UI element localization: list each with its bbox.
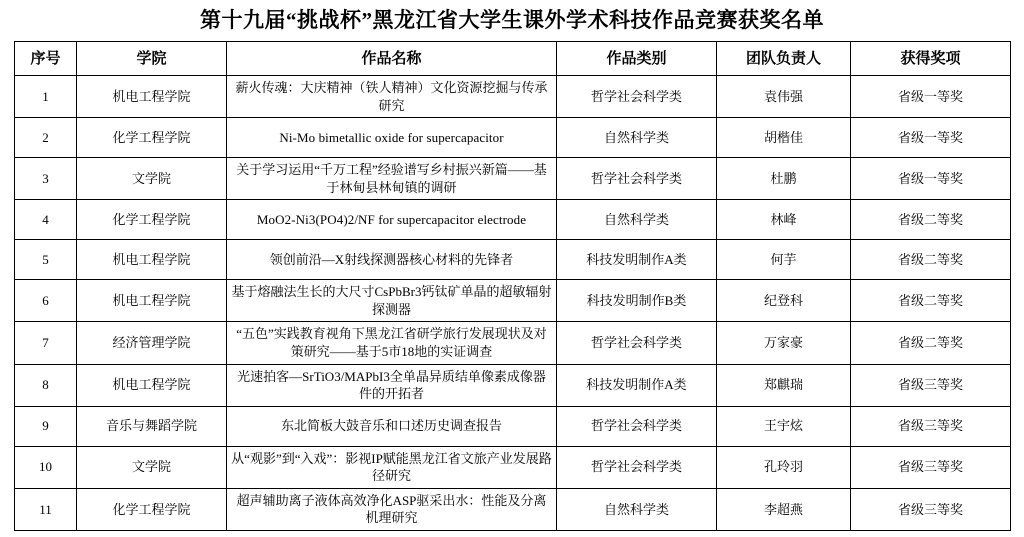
cell-work: 基于熔融法生长的大尺寸CsPbBr3钙钛矿单晶的超敏辐射探测器 (227, 280, 557, 322)
cell-work: 领创前沿—X射线探测器核心材料的先锋者 (227, 240, 557, 280)
column-header-no: 序号 (15, 42, 77, 76)
cell-type: 自然科学类 (557, 118, 717, 158)
cell-type: 哲学社会科学类 (557, 446, 717, 488)
cell-no: 1 (15, 76, 77, 118)
cell-work: 光速拍客—SrTiO3/MAPbI3全单晶异质结单像素成像器件的开拓者 (227, 364, 557, 406)
cell-no: 10 (15, 446, 77, 488)
cell-work: MoO2-Ni3(PO4)2/NF for supercapacitor electrode (227, 200, 557, 240)
cell-award: 省级三等奖 (851, 488, 1011, 530)
table-header (15, 42, 1011, 76)
cell-no: 7 (15, 322, 77, 364)
cell-college: 化学工程学院 (77, 488, 227, 530)
column-header-leader: 团队负责人 (717, 42, 851, 76)
cell-award: 省级二等奖 (851, 280, 1011, 322)
cell-work: Ni-Mo bimetallic oxide for supercapacitor (227, 118, 557, 158)
cell-no: 5 (15, 240, 77, 280)
column-header-award: 获得奖项 (851, 42, 1011, 76)
cell-type: 科技发明制作A类 (557, 364, 717, 406)
cell-college: 机电工程学院 (77, 76, 227, 118)
cell-leader: 林峰 (717, 200, 851, 240)
cell-award: 省级一等奖 (851, 118, 1011, 158)
cell-award: 省级三等奖 (851, 364, 1011, 406)
table-row (15, 118, 1011, 158)
cell-type: 科技发明制作A类 (557, 240, 717, 280)
cell-work: “五色”实践教育视角下黑龙江省研学旅行发展现状及对策研究——基于5市18地的实证调查 (227, 322, 557, 364)
table-body (15, 76, 1011, 531)
cell-work: 从“观影”到“入戏”：影视IP赋能黑龙江省文旅产业发展路径研究 (227, 446, 557, 488)
table-row (15, 158, 1011, 200)
cell-type: 哲学社会科学类 (557, 76, 717, 118)
cell-no: 8 (15, 364, 77, 406)
cell-type: 自然科学类 (557, 200, 717, 240)
cell-leader: 纪登科 (717, 280, 851, 322)
cell-college: 经济管理学院 (77, 322, 227, 364)
cell-award: 省级一等奖 (851, 76, 1011, 118)
cell-award: 省级二等奖 (851, 240, 1011, 280)
cell-no: 3 (15, 158, 77, 200)
table-row (15, 322, 1011, 364)
cell-leader: 万家豪 (717, 322, 851, 364)
table-row (15, 76, 1011, 118)
cell-award: 省级二等奖 (851, 200, 1011, 240)
column-header-college: 学院 (77, 42, 227, 76)
cell-no: 4 (15, 200, 77, 240)
cell-award: 省级一等奖 (851, 158, 1011, 200)
cell-college: 化学工程学院 (77, 118, 227, 158)
cell-leader: 胡楷佳 (717, 118, 851, 158)
cell-leader: 何芋 (717, 240, 851, 280)
column-header-work: 作品名称 (227, 42, 557, 76)
cell-leader: 孔玲羽 (717, 446, 851, 488)
cell-college: 文学院 (77, 446, 227, 488)
cell-type: 哲学社会科学类 (557, 322, 717, 364)
cell-type: 哲学社会科学类 (557, 406, 717, 446)
cell-no: 6 (15, 280, 77, 322)
table-row (15, 200, 1011, 240)
cell-no: 2 (15, 118, 77, 158)
cell-college: 机电工程学院 (77, 364, 227, 406)
cell-award: 省级三等奖 (851, 406, 1011, 446)
cell-no: 11 (15, 488, 77, 530)
table-header-row (15, 42, 1011, 76)
table-row (15, 364, 1011, 406)
cell-work: 薪火传魂：大庆精神（铁人精神）文化资源挖掘与传承研究 (227, 76, 557, 118)
cell-work: 超声辅助离子液体高效净化ASP驱采出水：性能及分离机理研究 (227, 488, 557, 530)
cell-college: 文学院 (77, 158, 227, 200)
cell-leader: 杜鹏 (717, 158, 851, 200)
cell-college: 化学工程学院 (77, 200, 227, 240)
cell-type: 哲学社会科学类 (557, 158, 717, 200)
page-title: 第十九届“挑战杯”黑龙江省大学生课外学术科技作品竞赛获奖名单 (200, 8, 824, 32)
table-row (15, 240, 1011, 280)
cell-leader: 王宇炫 (717, 406, 851, 446)
cell-work: 东北简板大鼓音乐和口述历史调查报告 (227, 406, 557, 446)
cell-college: 音乐与舞蹈学院 (77, 406, 227, 446)
table-row (15, 406, 1011, 446)
award-list-table (14, 41, 1011, 531)
cell-college: 机电工程学院 (77, 240, 227, 280)
cell-college: 机电工程学院 (77, 280, 227, 322)
table-row (15, 280, 1011, 322)
column-header-type: 作品类别 (557, 42, 717, 76)
cell-work: 关于学习运用“千万工程”经验谱写乡村振兴新篇——基于林甸县林甸镇的调研 (227, 158, 557, 200)
cell-leader: 袁伟强 (717, 76, 851, 118)
table-row (15, 446, 1011, 488)
table-row (15, 488, 1011, 530)
cell-leader: 李超燕 (717, 488, 851, 530)
cell-leader: 郑麒瑞 (717, 364, 851, 406)
cell-award: 省级二等奖 (851, 322, 1011, 364)
cell-type: 自然科学类 (557, 488, 717, 530)
cell-no: 9 (15, 406, 77, 446)
cell-type: 科技发明制作B类 (557, 280, 717, 322)
cell-award: 省级三等奖 (851, 446, 1011, 488)
